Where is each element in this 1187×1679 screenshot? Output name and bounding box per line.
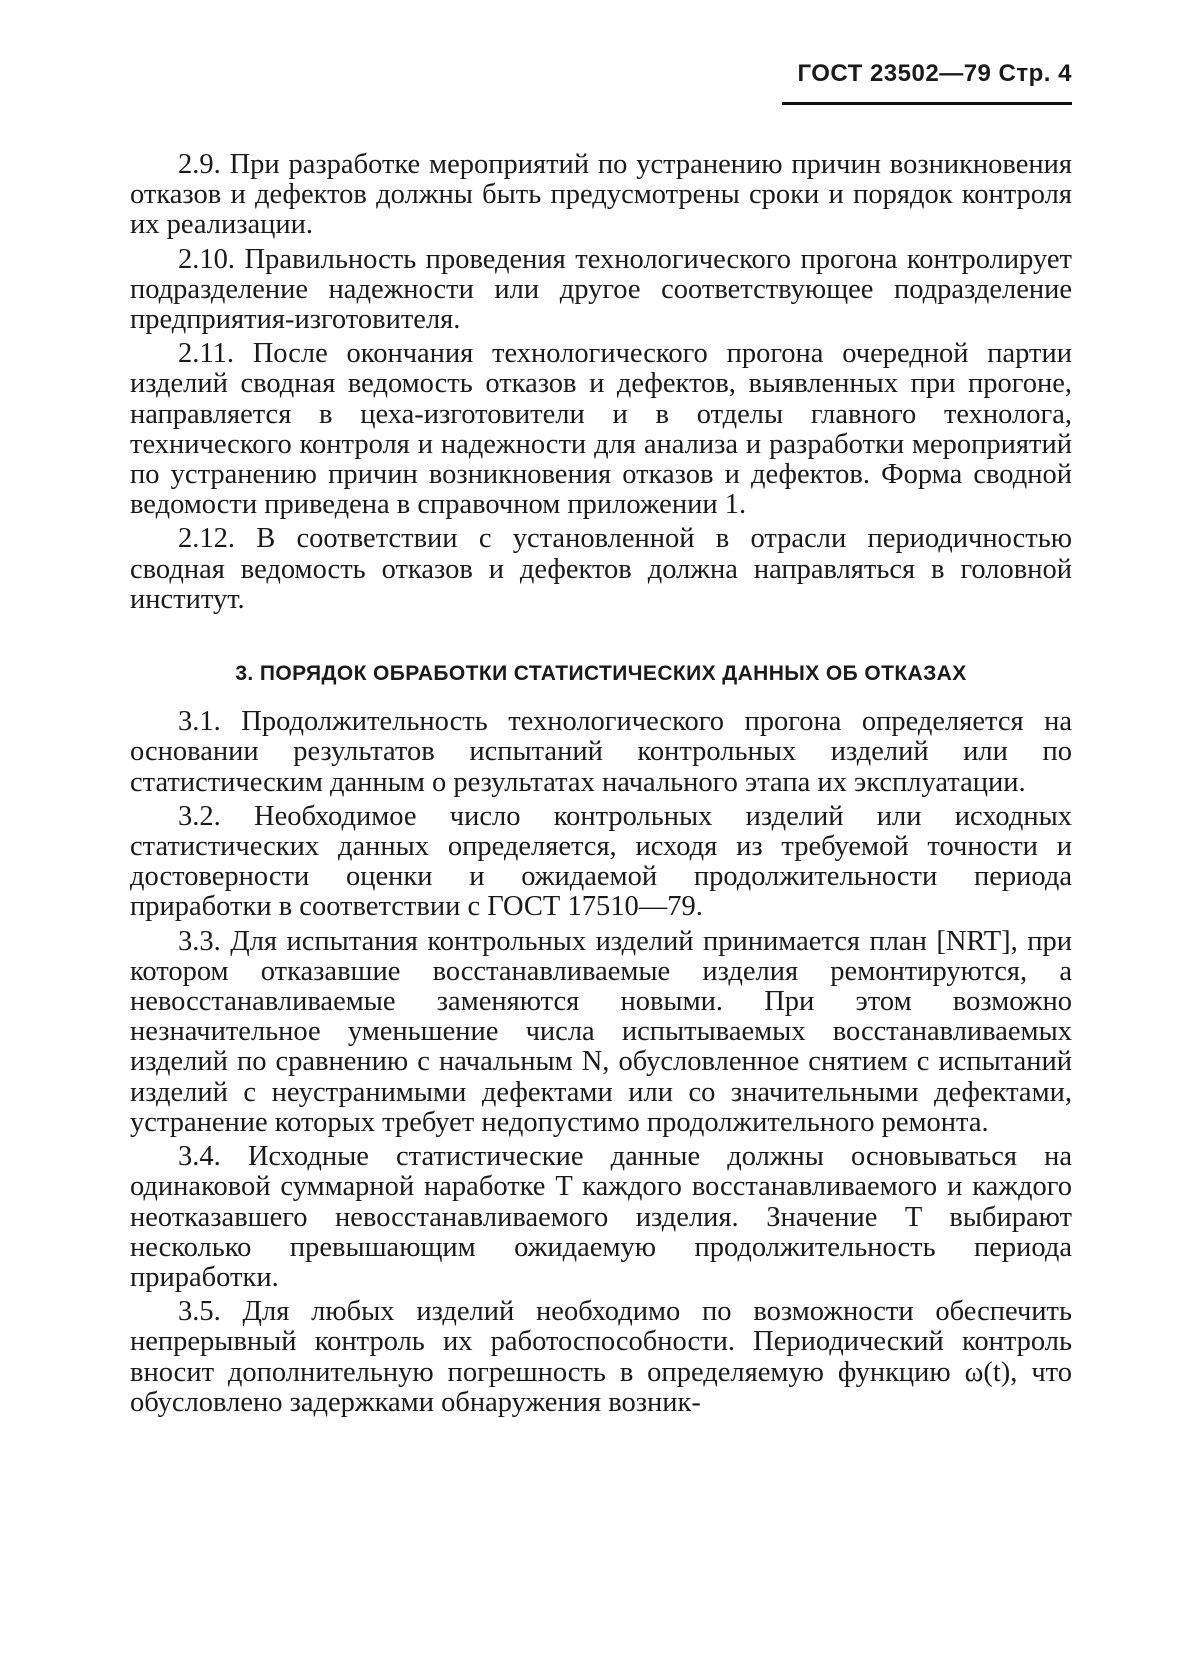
section-3-title: 3. ПОРЯДОК ОБРАБОТКИ СТАТИСТИЧЕСКИХ ДАННЫХ ОБ ОТКАЗАХ: [235, 662, 967, 686]
paragraph-3-4: 3.4. Исходные статистические данные должны основываться на одинаковой суммарной наработке T каждого восстанавливаемого и каждого неотказавшего невосстанавливаемого изделия. Значение T выбирают несколько превышающим ожидаемую продолжительность периода приработки.: [130, 1141, 1072, 1293]
header-rule: [782, 102, 1072, 105]
paragraph-3-2: 3.2. Необходимое число контрольных изделий или исходных статистических данных определяется, исходя из требуемой точности и достоверности оценки и ожидаемой продолжительности периода приработки в соответствии с ГОСТ 17510—79.: [130, 800, 1072, 923]
paragraph-2-10: 2.10. Правильность проведения технологического прогона контролирует подразделение надежности или другое соответствующее подразделение предприятия-изготовителя.: [130, 243, 1072, 336]
paragraph-3-3: 3.3. Для испытания контрольных изделий принимается план [NRT], при котором отказавшие восстанавливаемые изделия ремонтируются, а невосстанавливаемые заменяются новыми. При этом возможно незначительное уменьшение числа испытываемых восстанавливаемых изделий по сравнению с начальным N, обусловленное снятием с испытаний изделий с неустранимыми дефектами или со значительными дефектами, устранение которых требует недопустимо продолжительного ремонта.: [130, 925, 1072, 1138]
paragraph-3-5: 3.5. Для любых изделий необходимо по возможности обеспечить непрерывный контроль их работоспособности. Периодический контроль вносит дополнительную погрешность в определяемую функцию ω(t), что обусловлено задержками обнаружения возник-: [130, 1296, 1072, 1418]
document-page: [130, 60, 1072, 1422]
document-body: [130, 150, 1072, 1418]
paragraph-3-1: 3.1. Продолжительность технологического прогона определяется на основании результатов испытаний контрольных изделий или по статистическим данным о результатах начального этапа их эксплуатации.: [130, 706, 1072, 798]
running-header: ГОСТ 23502—79 Стр. 4: [797, 60, 1072, 87]
paragraph-2-11: 2.11. После окончания технологического прогона очередной партии изделий сводная ведомость отказов и дефектов, выявленных при прогоне, направляется в цеха-изготовители и в отделы главного технолога, технического контроля и надежности для анализа и разработки мероприятий по устранению причин возникновения отказов и дефектов. Форма сводной ведомости приведена в справочном приложении 1.: [130, 338, 1072, 521]
paragraph-2-12: 2.12. В соответствии с установленной в отрасли периодичностью сводная ведомость отказов и дефектов должна направляться в головной институт.: [130, 523, 1072, 615]
paragraph-2-9: 2.9. При разработке мероприятий по устранению причин возникновения отказов и дефектов должны быть предусмотрены сроки и порядок контроля их реализации.: [130, 149, 1072, 241]
